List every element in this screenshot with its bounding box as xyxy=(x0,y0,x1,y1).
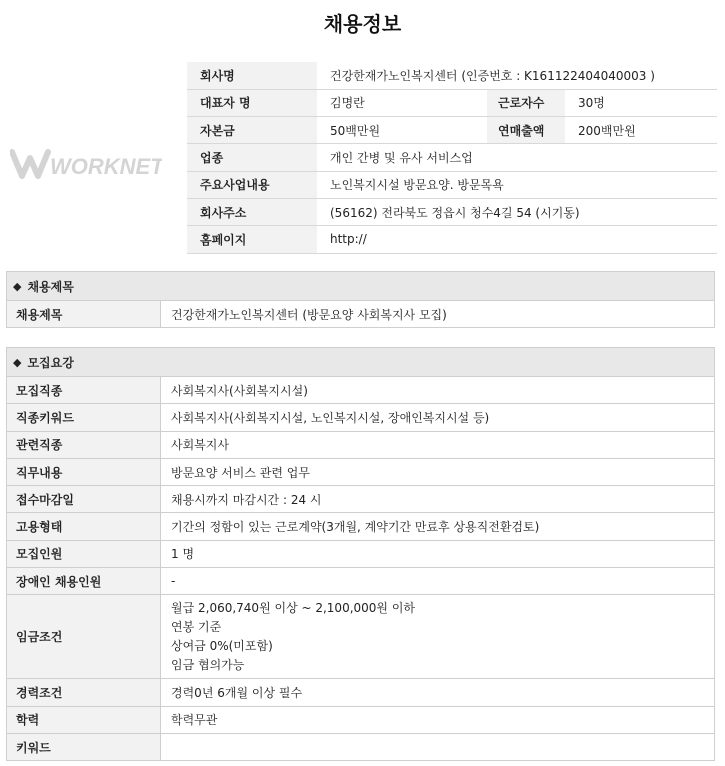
keyword-label: 키워드 xyxy=(7,733,161,760)
homepage-label: 홈페이지 xyxy=(187,226,317,253)
job-keyword-value: 사회복지사(사회복지시설, 노인복지시설, 장애인복지시설 등) xyxy=(161,404,715,431)
company-name-label: 회사명 xyxy=(187,62,317,89)
employment-type-label: 고용형태 xyxy=(7,513,161,540)
recruit-title-value: 건강한재가노인복지센터 (방문요양 사회복지사 모집) xyxy=(161,301,715,328)
employees-label: 근로자수 xyxy=(487,89,565,116)
salary-label: 임금조건 xyxy=(7,595,161,679)
industry-label: 업종 xyxy=(187,144,317,171)
business-label: 주요사업내용 xyxy=(187,171,317,198)
salary-line: 월급 2,060,740원 이상 ~ 2,100,000원 이하 xyxy=(171,600,416,615)
ceo-row xyxy=(187,89,717,116)
recruit-title-label: 채용제목 xyxy=(7,301,161,328)
job-category-value: 사회복지사(사회복지시설) xyxy=(161,377,715,404)
table-row xyxy=(7,568,715,595)
requirements-header-label: 모집요강 xyxy=(27,355,74,370)
salary-line: 상여금 0%(미포함) xyxy=(171,638,273,653)
company-name-value: 건강한재가노인복지센터 (인증번호 : K161122404040003 ) xyxy=(317,62,717,89)
recruit-title-section xyxy=(6,271,715,328)
capital-value: 50백만원 xyxy=(317,117,487,144)
employment-type-value: 기간의 정함이 있는 근로계약(3개월, 계약기간 만료후 상용직전환검토) xyxy=(161,513,715,540)
table-row xyxy=(7,458,715,485)
business-value: 노인복지시설 방문요양. 방문목욕 xyxy=(317,171,717,198)
recruit-title-table xyxy=(6,300,715,328)
salary-value xyxy=(161,595,715,679)
diamond-icon: ◆ xyxy=(13,355,22,369)
worknet-logo xyxy=(10,144,162,184)
table-row xyxy=(7,706,715,733)
related-job-value: 사회복지사 xyxy=(161,431,715,458)
keyword-value xyxy=(161,733,715,760)
address-row xyxy=(187,198,717,225)
address-label: 회사주소 xyxy=(187,198,317,225)
company-info-table xyxy=(187,62,717,254)
education-value: 학력무관 xyxy=(161,706,715,733)
salary-line: 임금 협의가능 xyxy=(171,657,245,672)
page-title: 채용정보 xyxy=(323,12,402,36)
related-job-label: 관련직종 xyxy=(7,431,161,458)
recruit-title-header-label: 채용제목 xyxy=(27,279,74,294)
duties-value: 방문요양 서비스 관련 업무 xyxy=(161,458,715,485)
table-row xyxy=(7,301,715,328)
homepage-link[interactable]: http:// xyxy=(317,226,717,253)
capital-label: 자본금 xyxy=(187,117,317,144)
ceo-value: 김명란 xyxy=(317,89,487,116)
industry-row xyxy=(187,144,717,171)
experience-label: 경력조건 xyxy=(7,679,161,706)
capital-row xyxy=(187,117,717,144)
employees-value: 30명 xyxy=(565,89,717,116)
table-row xyxy=(7,404,715,431)
ceo-label: 대표자 명 xyxy=(187,89,317,116)
education-label: 학력 xyxy=(7,706,161,733)
table-row xyxy=(7,377,715,404)
job-category-label: 모집직종 xyxy=(7,377,161,404)
deadline-value: 채용시까지 마감시간 : 24 시 xyxy=(161,486,715,513)
recruit-title-header xyxy=(6,271,715,300)
experience-value: 경력0년 6개월 이상 필수 xyxy=(161,679,715,706)
diamond-icon: ◆ xyxy=(13,279,22,293)
table-row xyxy=(7,733,715,760)
company-name-row xyxy=(187,62,717,89)
worknet-logo-icon xyxy=(10,144,162,184)
duties-label: 직무내용 xyxy=(7,458,161,485)
homepage-row xyxy=(187,226,717,253)
requirements-header xyxy=(6,347,715,376)
address-value: (56162) 전라북도 정읍시 청수4길 54 (시기동) xyxy=(317,198,717,225)
requirements-table xyxy=(6,376,715,761)
headcount-value: 1 명 xyxy=(161,540,715,567)
table-row xyxy=(7,486,715,513)
table-row xyxy=(7,540,715,567)
job-keyword-label: 직종키워드 xyxy=(7,404,161,431)
disabled-hiring-label: 장애인 채용인원 xyxy=(7,568,161,595)
table-row xyxy=(7,679,715,706)
business-row xyxy=(187,171,717,198)
logo-text: WORKNET xyxy=(50,154,162,179)
headcount-label: 모집인원 xyxy=(7,540,161,567)
sales-label: 연매출액 xyxy=(487,117,565,144)
salary-line: 연봉 기준 xyxy=(171,619,222,634)
table-row xyxy=(7,513,715,540)
requirements-section xyxy=(6,347,715,761)
table-row xyxy=(7,595,715,679)
deadline-label: 접수마감일 xyxy=(7,486,161,513)
sales-value: 200백만원 xyxy=(565,117,717,144)
disabled-hiring-value: - xyxy=(161,568,715,595)
industry-value: 개인 간병 및 유사 서비스업 xyxy=(317,144,717,171)
table-row xyxy=(7,431,715,458)
